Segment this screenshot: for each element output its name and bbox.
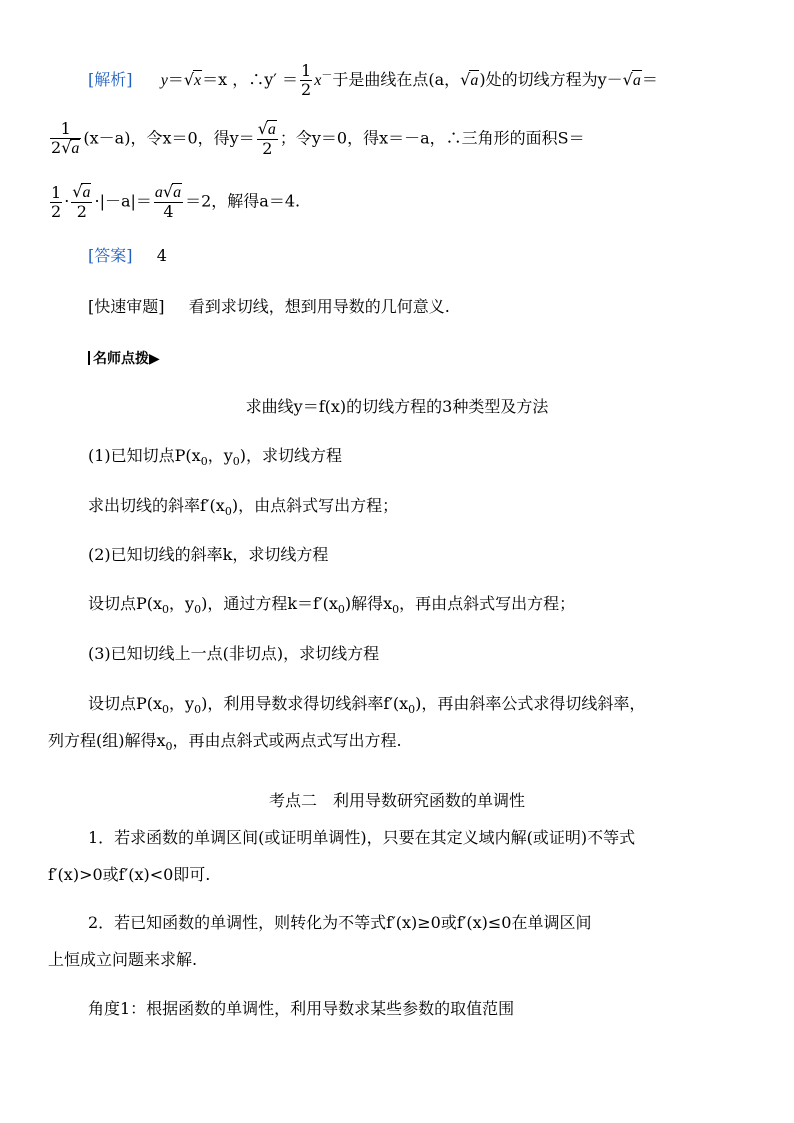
- method-title: 求曲线y＝f(x)的切线方程的3种类型及方法: [245, 397, 549, 416]
- answer-line: [88, 246, 167, 266]
- quick-review-text: 看到求切线，想到用导数的几何意义.: [188, 297, 450, 316]
- answer-value: 4: [156, 246, 167, 265]
- section-2-p2-line-1: 2．若已知函数的单调性，则转化为不等式f′(x)≥0或f′(x)≤0在单调区间: [88, 913, 592, 932]
- case-3-body-2: 列方程(组)解得$x_0$，再由点斜式或两点式写出方程.: [48, 731, 402, 754]
- fraction: $\frac{1}{2√a}$: [51, 119, 80, 157]
- section-2-p1-line-1: 1．若求函数的单调区间(或证明单调性)，只要在其定义域内解(或证明)不等式: [88, 828, 636, 847]
- case-2-title: (2)已知切线的斜率k，求切线方程: [88, 545, 329, 564]
- case-2-body: 设切点$P(x_0$，$y_0$)，通过方程$k=f'(x_0)$解得$x_0$，再由点斜式写出方程；: [88, 594, 576, 617]
- teacher-tip: [88, 348, 160, 369]
- case-1-title: (1)已知切点$P(x_0$，$y_0$)，求切线方程: [88, 446, 342, 469]
- case-1-body: 求出切线的斜率$f'(x_0)$，由点斜式写出方程；: [88, 496, 399, 519]
- section-2-angle: 角度1：根据函数的单调性，利用导数求某些参数的取值范围: [88, 999, 515, 1018]
- section-2-p2-line-2: 上恒成立问题来求解.: [48, 950, 198, 969]
- fraction: $\frac{1}{2}$: [301, 61, 312, 99]
- solution-line-2: $\frac{1}{2√a}$ (x－a)，令x＝0，得y＝ $\frac{√a}{2}$ ；令y＝0，得x＝－a，∴三角形的面积S＝: [51, 119, 585, 158]
- fraction: $\frac{√a}{2}$: [72, 182, 91, 221]
- section-2-title: 考点二 利用导数研究函数的单调性: [268, 791, 525, 810]
- fraction: $\frac{√a}{2}$: [257, 119, 276, 158]
- tip-bar: [88, 351, 90, 365]
- section-2-p1-line-2: f′(x)>0或f′(x)<0即可.: [48, 865, 211, 884]
- solution-tag: [解析]: [88, 70, 133, 89]
- quick-review-line: [88, 297, 450, 317]
- fraction: $\frac{a√a}{4}$: [154, 182, 182, 221]
- fraction: $\frac{1}{2}$: [51, 182, 62, 221]
- answer-tag: [答案]: [88, 246, 133, 265]
- solution-line-1: [解析] y＝√x＝x ，∴y′ ＝ $\frac{1}{2}$ x－于是曲线在点(a，√a)处的切线方程为y－√a＝: [88, 61, 658, 99]
- case-3-body-1: 设切点$P(x_0$，$y_0$)，利用导数求得切线斜率$f'(x_0)$，再由斜率公式求得切线斜率，: [88, 694, 646, 717]
- case-3-title: (3)已知切线上一点(非切点)，求切线方程: [88, 644, 380, 663]
- tip-label: 名师点拨: [93, 351, 149, 367]
- solution-line-3: $\frac{1}{2}$ · $\frac{√a}{2}$ ·|－a|＝ $\frac{a√a}{4}$ ＝2，解得a＝4.: [51, 182, 301, 221]
- tip-arrow-icon: ▶: [149, 351, 160, 367]
- quick-review-tag: [快速审题]: [88, 297, 165, 316]
